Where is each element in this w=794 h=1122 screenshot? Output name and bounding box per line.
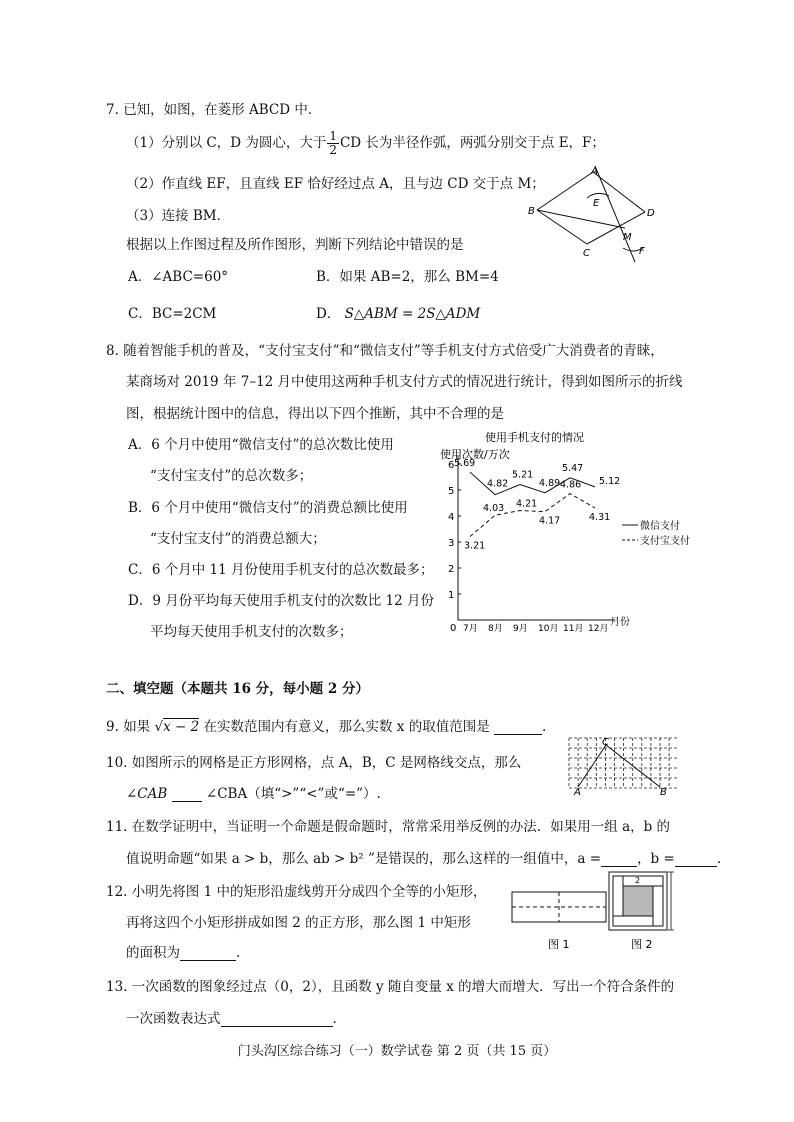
chart-x-axis-label: 月份 <box>610 617 630 628</box>
data-label: 5.21 <box>512 469 534 481</box>
q11-b-label: ，b = <box>637 851 675 867</box>
q7-option-a: A．∠ABC=60° <box>128 269 229 285</box>
x-tick-label: 8月 <box>488 624 503 634</box>
q11-a-blank[interactable] <box>601 852 637 867</box>
y-tick-label: 5 <box>448 486 455 497</box>
q8-option-c: C．6 个月中 11 月份使用手机支付的总次数最多； <box>128 562 434 578</box>
q7-step1-b: CD 长为半径作弧，两弧分别交于点 E，F； <box>339 135 605 151</box>
q7-step3: （3）连接 BM． <box>126 208 231 224</box>
q13-number: 13. <box>106 979 128 995</box>
x-tick-label: 9月 <box>513 624 528 634</box>
chart-y-axis-label: 使用次数/万次 <box>440 448 510 461</box>
fig-label-m: M <box>623 232 632 243</box>
legend-label: 支付宝支付 <box>640 536 690 547</box>
q10-line1-text: 如图所示的网格是正方形网格，点 A，B，C 是网格线交点，那么 <box>131 755 522 771</box>
q12-answer-blank[interactable] <box>180 946 236 961</box>
grid-label-c: C <box>602 737 609 748</box>
x-tick-label: 11月 <box>563 624 584 634</box>
chart-origin-label: 0 <box>450 623 457 634</box>
section-2-title: 二、填空题（本题共 16 分，每小题 2 分） <box>106 681 369 697</box>
q9-text-b: 在实数范围内有意义，那么实数 x 的取值范围是 <box>203 719 490 735</box>
fig-label-f: F <box>639 246 645 257</box>
q9 <box>106 715 546 735</box>
y-tick-label: 1 <box>448 590 455 601</box>
q13-line1-text: 一次函数的图象经过点（0，2），且函数 y 随自变量 x 的增大而增大．写出一个符合条件的 <box>131 979 675 995</box>
q10-answer-blank[interactable] <box>172 787 202 802</box>
q8-option-d-line1: D．9 月份平均每天使用手机支付的次数比 12 月份 <box>128 593 434 609</box>
q8-line1-text: 随着智能手机的普及，“支付宝支付”和“微信支付”等手机支付方式倍受广大消费者的青睐， <box>123 343 664 359</box>
q8-option-a-line1: A．6 个月中使用“微信支付”的总次数比使用 <box>128 437 394 453</box>
q11-number: 11. <box>106 819 128 835</box>
data-label: 4.17 <box>539 515 561 527</box>
q7-step1 <box>126 130 605 157</box>
fig-label-b: B <box>528 206 535 217</box>
q13-answer-blank[interactable] <box>221 1012 333 1027</box>
q12-line3-text: 的面积为 <box>126 945 180 961</box>
q8-option-b-line1: B．6 个月中使用“微信支付”的消费总额比使用 <box>128 500 408 516</box>
fig-label-d: D <box>647 208 655 219</box>
q8-number: 8. <box>106 343 119 359</box>
q11-line2 <box>126 847 721 867</box>
figure-1-rectangle <box>512 892 606 922</box>
figure-2-dimension: 2 <box>635 876 641 885</box>
page-footer: 门头沟区综合练习（一）数学试卷 第 2 页（共 15 页） <box>237 1044 557 1059</box>
q8-line2: 某商场对 2019 年 7–12 月中使用这两种手机支付方式的情况进行统计，得到如图所示的折线 <box>126 374 683 390</box>
q9-end: . <box>542 719 547 735</box>
x-tick-label: 7月 <box>463 624 478 634</box>
q7-option-d-label: D． <box>316 306 341 322</box>
q7-half-fraction <box>327 130 339 157</box>
q13-line2 <box>126 1007 337 1027</box>
fig-label-c: C <box>583 248 590 259</box>
triangle-abc <box>578 745 660 787</box>
y-tick-label: 2 <box>448 564 455 575</box>
q13-end: . <box>332 1011 337 1027</box>
y-tick-label: 6 <box>448 460 455 471</box>
data-label: 4.82 <box>487 478 509 490</box>
q12-number: 12. <box>106 884 128 900</box>
q12-line2: 再将这四个小矩形拼成如图 2 的正方形，那么图 1 中矩形 <box>126 915 471 931</box>
x-tick-label: 10月 <box>538 624 559 634</box>
data-label: 4.86 <box>560 479 582 491</box>
q11-end: . <box>716 851 722 867</box>
q9-radicand: x − 2 <box>163 719 200 735</box>
data-label: 4.31 <box>589 511 611 523</box>
q7-step2: （2）作直线 EF，且直线 EF 恰好经过点 A，且与边 CD 交于点 M； <box>126 176 545 192</box>
q7-step1-a: （1）分别以 C，D 为圆心，大于 <box>126 135 327 151</box>
q7-question: 根据以上作图过程及所作图形，判断下列结论中错误的是 <box>126 237 464 253</box>
figure-2-square <box>609 872 674 930</box>
q11-line1 <box>106 815 670 835</box>
chart-title: 使用手机支付的情况 <box>485 431 584 444</box>
q13-line1 <box>106 975 674 995</box>
q13-line2-text: 一次函数表达式 <box>126 1011 221 1027</box>
y-tick-label: 4 <box>448 512 455 523</box>
q10-number: 10. <box>106 755 128 771</box>
q7-option-c: C．BC=2CM <box>128 306 217 322</box>
q7-stem-text: 已知，如图，在菱形 ABCD 中． <box>123 102 322 118</box>
q9-number: 9. <box>106 719 119 735</box>
y-tick-label: 3 <box>448 538 455 549</box>
data-label: 4.21 <box>516 498 538 510</box>
q12-line1 <box>106 880 486 900</box>
fig-label-a: A <box>591 166 598 177</box>
rhombus-figure <box>525 162 670 272</box>
q11-line1-text: 在数学证明中，当证明一个命题是假命题时，常常采用举反例的办法．如果用一组 a，b 的 <box>131 819 671 835</box>
grid-label-b: B <box>660 787 667 797</box>
q9-answer-blank[interactable] <box>494 720 542 735</box>
figure-1-caption: 图 1 <box>548 938 570 951</box>
q10-line2-text: ∠CBA（填“>”“<”或“=”）. <box>205 786 381 802</box>
legend-label: 微信支付 <box>640 521 680 532</box>
fraction-numerator: 1 <box>329 129 337 143</box>
data-label: 3.21 <box>464 540 486 552</box>
q12-line3 <box>126 941 240 961</box>
q12-end: . <box>236 945 241 961</box>
q8-option-b-line2: “支付宝支付”的消费总额大； <box>150 531 326 547</box>
q10-line1 <box>106 751 521 771</box>
fraction-denominator: 2 <box>329 143 337 157</box>
data-label: 4.03 <box>483 503 505 515</box>
q9-text-a: 如果 <box>123 719 151 735</box>
x-tick-label: 12月 <box>588 624 609 634</box>
grid-figure <box>568 735 683 797</box>
q11-line2-text: 值说明命题“如果 a > b，那么 ab > b² ”是错误的，那么这样的一组值中，a = <box>126 851 602 867</box>
q8-option-d-line2: 平均每天使用手机支付的次数多； <box>150 624 353 640</box>
q10-line2 <box>126 782 381 802</box>
q11-b-blank[interactable] <box>675 852 717 867</box>
data-label: 5.47 <box>562 462 584 474</box>
q12-figures <box>505 866 690 956</box>
figure-2-caption: 图 2 <box>631 938 653 951</box>
payment-line-chart <box>440 425 690 640</box>
q8-line1 <box>106 339 664 359</box>
data-label: 4.89 <box>539 477 561 489</box>
data-label: 5.69 <box>454 458 476 470</box>
q7-number: 7. <box>106 102 119 118</box>
q9-radical: √x − 2 <box>154 719 200 735</box>
data-label: 5.12 <box>599 475 621 487</box>
q10-angle-cab: ∠CAB <box>126 786 168 802</box>
grid-label-a: A <box>574 787 581 797</box>
q7-option-b: B．如果 AB=2，那么 BM=4 <box>316 269 499 285</box>
fig-label-e: E <box>593 198 600 209</box>
q7-option-d <box>316 302 480 322</box>
q8-line3: 图，根据统计图中的信息，得出以下四个推断，其中不合理的是 <box>126 406 504 422</box>
q8-option-a-line2: “支付宝支付”的总次数多； <box>150 468 313 484</box>
q12-line1-text: 小明先将图 1 中的矩形沿虚线剪开分成四个全等的小矩形， <box>131 884 487 900</box>
q7-stem <box>106 98 321 118</box>
q7-option-d-expr: S△ABM = 2S△ADM <box>344 306 481 322</box>
